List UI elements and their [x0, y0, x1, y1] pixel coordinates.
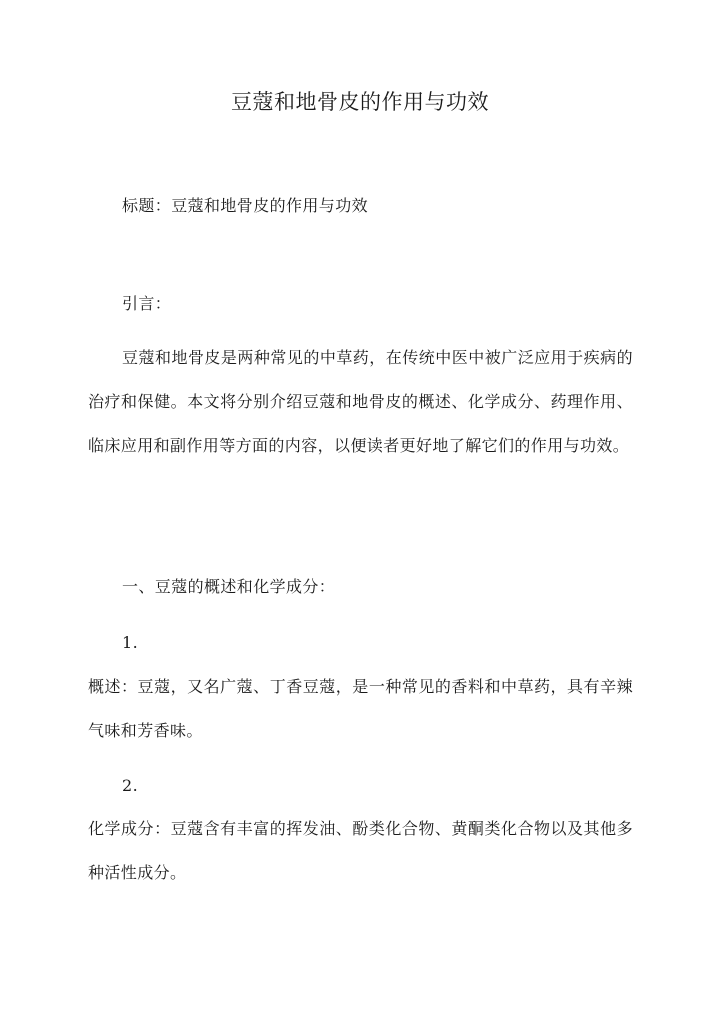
section-1-heading: 一、豆蔻的概述和化学成分： — [122, 577, 336, 596]
list-item-text: 化学成分：豆蔻含有丰富的挥发油、酚类化合物、黄酮类化合物以及其他多种活性成分。 — [88, 819, 633, 882]
heading-line: 标题：豆蔻和地骨皮的作用与功效 — [122, 196, 369, 215]
list-item-text: 概述：豆蔻，又名广蔻、丁香豆蔻，是一种常见的香料和中草药，具有辛辣气味和芳香味。 — [88, 677, 633, 740]
intro-label: 引言： — [122, 294, 172, 313]
list-item-number: 1. — [122, 633, 139, 652]
list-item-number: 2. — [122, 776, 139, 795]
intro-paragraph: 豆蔻和地骨皮是两种常见的中草药，在传统中医中被广泛应用于疾病的治疗和保健。本文将分别介绍豆蔻和地骨皮的概述、化学成分、药理作用、临床应用和副作用等方面的内容，以便读者更好地了解它们的作用与功效。 — [88, 348, 633, 455]
document-title: 豆蔻和地骨皮的作用与功效 — [231, 90, 489, 114]
